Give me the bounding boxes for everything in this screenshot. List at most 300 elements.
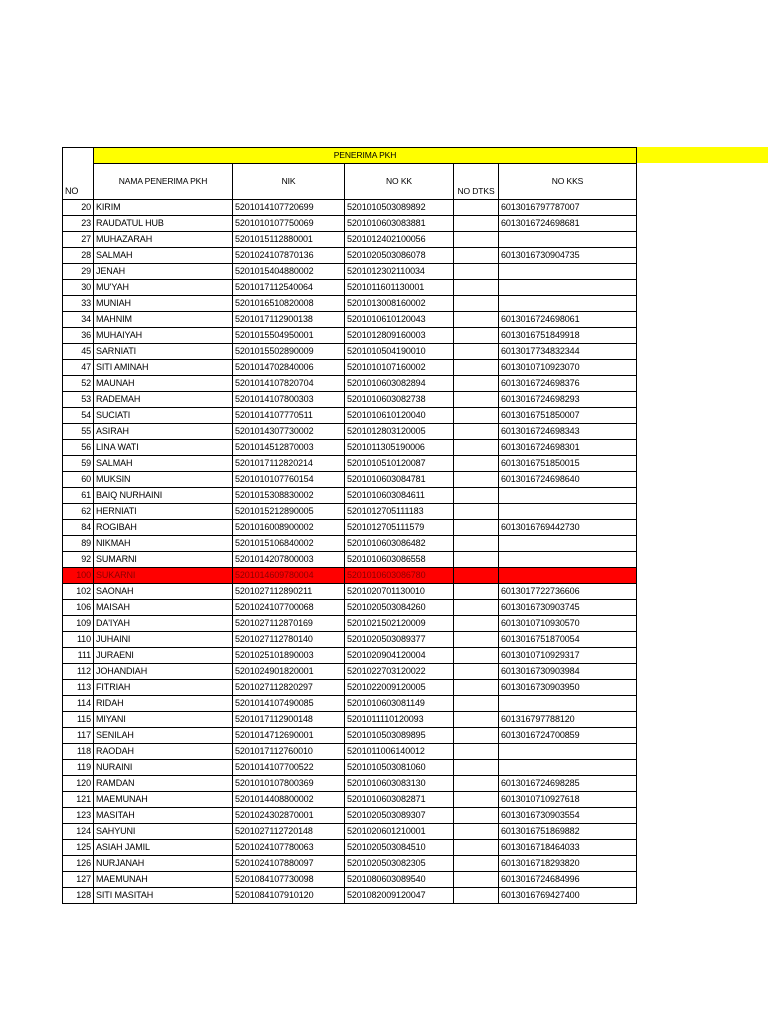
- cell-kk[interactable]: 5201020503084260: [345, 600, 454, 616]
- cell-kk[interactable]: 5201010503089892: [345, 200, 454, 216]
- table-row: [63, 584, 637, 600]
- cell-nik[interactable]: 5201014207800003: [233, 552, 345, 568]
- cell-nama[interactable]: RIDAH: [94, 696, 233, 712]
- cell-no[interactable]: 20: [63, 200, 94, 216]
- cell-no[interactable]: 128: [63, 888, 94, 904]
- cell-nama[interactable]: SARNIATI: [94, 344, 233, 360]
- cell-nik[interactable]: 5201024107880097: [233, 856, 345, 872]
- cell-dtks[interactable]: [454, 248, 499, 264]
- cell-kk[interactable]: 5201010603086558: [345, 552, 454, 568]
- cell-kk[interactable]: 5201010603082738: [345, 392, 454, 408]
- cell-dtks[interactable]: [454, 504, 499, 520]
- cell-nama[interactable]: MAUNAH: [94, 376, 233, 392]
- cell-nama[interactable]: RAODAH: [94, 744, 233, 760]
- cell-kk[interactable]: 5201011006140012: [345, 744, 454, 760]
- cell-kk[interactable]: 5201012402100056: [345, 232, 454, 248]
- cell-nik[interactable]: 5201027112720148: [233, 824, 345, 840]
- cell-dtks[interactable]: [454, 760, 499, 776]
- cell-kk[interactable]: 5201020503082305: [345, 856, 454, 872]
- cell-kks[interactable]: 6013010710923070: [499, 360, 637, 376]
- cell-nama[interactable]: JENAH: [94, 264, 233, 280]
- cell-kks[interactable]: [499, 760, 637, 776]
- cell-nik[interactable]: 5201014609780004: [233, 568, 345, 584]
- cell-no[interactable]: 47: [63, 360, 94, 376]
- cell-nama[interactable]: MU'YAH: [94, 280, 233, 296]
- cell-nama[interactable]: ASIAH JAMIL: [94, 840, 233, 856]
- cell-dtks[interactable]: [454, 792, 499, 808]
- cell-nik[interactable]: 5201017112900148: [233, 712, 345, 728]
- cell-kks[interactable]: 6013016724698285: [499, 776, 637, 792]
- cell-nik[interactable]: 5201015308830002: [233, 488, 345, 504]
- cell-kks[interactable]: 6013016751869882: [499, 824, 637, 840]
- cell-nik[interactable]: 5201015502890009: [233, 344, 345, 360]
- cell-no[interactable]: 27: [63, 232, 94, 248]
- col-header-kk[interactable]: NO KK: [345, 164, 454, 200]
- cell-nama[interactable]: ASIRAH: [94, 424, 233, 440]
- cell-kks[interactable]: 6013016730903745: [499, 600, 637, 616]
- cell-no[interactable]: 30: [63, 280, 94, 296]
- cell-dtks[interactable]: [454, 392, 499, 408]
- cell-no[interactable]: 56: [63, 440, 94, 456]
- cell-no[interactable]: 52: [63, 376, 94, 392]
- cell-dtks[interactable]: [454, 536, 499, 552]
- cell-dtks[interactable]: [454, 408, 499, 424]
- table-row: [63, 376, 637, 392]
- cell-nama[interactable]: NURAINI: [94, 760, 233, 776]
- cell-kks[interactable]: 6013016730903984: [499, 664, 637, 680]
- cell-nik[interactable]: 5201027112820297: [233, 680, 345, 696]
- cell-no[interactable]: 33: [63, 296, 94, 312]
- cell-nik[interactable]: 5201027112870169: [233, 616, 345, 632]
- cell-dtks[interactable]: [454, 344, 499, 360]
- cell-nama[interactable]: SUMARNI: [94, 552, 233, 568]
- cell-kk[interactable]: 5201010503081060: [345, 760, 454, 776]
- cell-kks[interactable]: 6013016730904735: [499, 248, 637, 264]
- table-row: [63, 520, 637, 536]
- col-header-dtks[interactable]: NO DTKS: [454, 164, 499, 200]
- cell-dtks[interactable]: [454, 856, 499, 872]
- cell-kks[interactable]: 6013016724698293: [499, 392, 637, 408]
- cell-nik[interactable]: 5201014107820704: [233, 376, 345, 392]
- cell-kk[interactable]: 5201010504190010: [345, 344, 454, 360]
- cell-kk[interactable]: 5201011110120093: [345, 712, 454, 728]
- cell-no[interactable]: 127: [63, 872, 94, 888]
- table-row: [63, 552, 637, 568]
- cell-nama[interactable]: ROGIBAH: [94, 520, 233, 536]
- cell-dtks[interactable]: [454, 584, 499, 600]
- cell-kk[interactable]: 5201011305190006: [345, 440, 454, 456]
- cell-kk[interactable]: 5201010603086482: [345, 536, 454, 552]
- cell-kk[interactable]: 5201010610120043: [345, 312, 454, 328]
- cell-kks[interactable]: [499, 696, 637, 712]
- cell-no[interactable]: 59: [63, 456, 94, 472]
- cell-nik[interactable]: 5201015106840002: [233, 536, 345, 552]
- cell-nama[interactable]: MAISAH: [94, 600, 233, 616]
- table-row: [63, 264, 637, 280]
- cell-no[interactable]: 54: [63, 408, 94, 424]
- cell-no[interactable]: 92: [63, 552, 94, 568]
- cell-kk[interactable]: 5201010603086780: [345, 568, 454, 584]
- cell-nama[interactable]: RAMDAN: [94, 776, 233, 792]
- cell-dtks[interactable]: [454, 616, 499, 632]
- cell-dtks[interactable]: [454, 552, 499, 568]
- cell-kk[interactable]: 5201020503084510: [345, 840, 454, 856]
- cell-no[interactable]: 117: [63, 728, 94, 744]
- cell-kks[interactable]: 6013016724700859: [499, 728, 637, 744]
- cell-nama[interactable]: SENILAH: [94, 728, 233, 744]
- cell-dtks[interactable]: [454, 472, 499, 488]
- cell-nik[interactable]: 5201016008900002: [233, 520, 345, 536]
- cell-no[interactable]: 102: [63, 584, 94, 600]
- cell-kks[interactable]: 6013016730903950: [499, 680, 637, 696]
- cell-nik[interactable]: 5201015212890005: [233, 504, 345, 520]
- cell-kk[interactable]: 5201010603081149: [345, 696, 454, 712]
- cell-nama[interactable]: JUHAINI: [94, 632, 233, 648]
- cell-kks[interactable]: [499, 552, 637, 568]
- cell-dtks[interactable]: [454, 488, 499, 504]
- cell-dtks[interactable]: [454, 600, 499, 616]
- cell-nik[interactable]: 5201014712690001: [233, 728, 345, 744]
- cell-dtks[interactable]: [454, 632, 499, 648]
- cell-kk[interactable]: 5201010603084781: [345, 472, 454, 488]
- cell-kk[interactable]: 5201012809160003: [345, 328, 454, 344]
- cell-nama[interactable]: MASITAH: [94, 808, 233, 824]
- cell-no[interactable]: 126: [63, 856, 94, 872]
- cell-dtks[interactable]: [454, 680, 499, 696]
- cell-kks[interactable]: [499, 568, 637, 584]
- cell-nama[interactable]: RAUDATUL HUB: [94, 216, 233, 232]
- cell-nik[interactable]: 5201015112880001: [233, 232, 345, 248]
- header-highlight-band: [636, 147, 768, 163]
- table-body: [63, 200, 637, 904]
- table-row: [63, 472, 637, 488]
- cell-dtks[interactable]: [454, 264, 499, 280]
- cell-kk[interactable]: 5201082009120047: [345, 888, 454, 904]
- cell-no[interactable]: 89: [63, 536, 94, 552]
- cell-kk[interactable]: 5201011601130001: [345, 280, 454, 296]
- cell-kks[interactable]: 6013016751850007: [499, 408, 637, 424]
- cell-dtks[interactable]: [454, 200, 499, 216]
- cell-dtks[interactable]: [454, 376, 499, 392]
- cell-nik[interactable]: 5201025101890003: [233, 648, 345, 664]
- cell-kk[interactable]: 5201010603082871: [345, 792, 454, 808]
- cell-no[interactable]: 118: [63, 744, 94, 760]
- cell-nama[interactable]: MAEMUNAH: [94, 792, 233, 808]
- cell-dtks[interactable]: [454, 728, 499, 744]
- cell-kks[interactable]: 6013010710930570: [499, 616, 637, 632]
- cell-dtks[interactable]: [454, 776, 499, 792]
- cell-no[interactable]: 84: [63, 520, 94, 536]
- cell-nama[interactable]: SALMAH: [94, 248, 233, 264]
- cell-no[interactable]: 60: [63, 472, 94, 488]
- cell-kks[interactable]: 6013016724698301: [499, 440, 637, 456]
- cell-no[interactable]: 125: [63, 840, 94, 856]
- table-row: [63, 728, 637, 744]
- table-row: [63, 440, 637, 456]
- cell-nik[interactable]: 5201015404880002: [233, 264, 345, 280]
- cell-nik[interactable]: 5201014107700522: [233, 760, 345, 776]
- cell-no[interactable]: 124: [63, 824, 94, 840]
- cell-nama[interactable]: SALMAH: [94, 456, 233, 472]
- cell-nik[interactable]: 5201010107760154: [233, 472, 345, 488]
- cell-no[interactable]: 61: [63, 488, 94, 504]
- cell-kk[interactable]: 5201022009120005: [345, 680, 454, 696]
- cell-kks[interactable]: [499, 536, 637, 552]
- cell-no[interactable]: 115: [63, 712, 94, 728]
- table-row: [63, 488, 637, 504]
- col-header-nama[interactable]: NAMA PENERIMA PKH: [94, 164, 233, 200]
- cell-kk[interactable]: 5201010510120087: [345, 456, 454, 472]
- cell-nik[interactable]: 5201027112890211: [233, 584, 345, 600]
- cell-kk[interactable]: 5201020503089307: [345, 808, 454, 824]
- cell-kk[interactable]: 5201080603089540: [345, 872, 454, 888]
- cell-dtks[interactable]: [454, 808, 499, 824]
- cell-dtks[interactable]: [454, 456, 499, 472]
- cell-kks[interactable]: 6013016797787007: [499, 200, 637, 216]
- cell-nama[interactable]: MIYANI: [94, 712, 233, 728]
- cell-nik[interactable]: 5201017112760010: [233, 744, 345, 760]
- cell-dtks[interactable]: [454, 824, 499, 840]
- cell-no[interactable]: 34: [63, 312, 94, 328]
- cell-nama[interactable]: KIRIM: [94, 200, 233, 216]
- cell-kk[interactable]: 5201013008160002: [345, 296, 454, 312]
- cell-nama[interactable]: HERNIATI: [94, 504, 233, 520]
- cell-nik[interactable]: 5201084107910120: [233, 888, 345, 904]
- cell-kks[interactable]: 6013016718293820: [499, 856, 637, 872]
- cell-nama[interactable]: JURAENI: [94, 648, 233, 664]
- cell-nama[interactable]: MUHAIYAH: [94, 328, 233, 344]
- cell-kks[interactable]: 6013016724698640: [499, 472, 637, 488]
- cell-dtks[interactable]: [454, 648, 499, 664]
- cell-kks[interactable]: 6013016730903554: [499, 808, 637, 824]
- cell-dtks[interactable]: [454, 840, 499, 856]
- cell-nik[interactable]: 5201024107700068: [233, 600, 345, 616]
- cell-nik[interactable]: 5201015504950001: [233, 328, 345, 344]
- cell-no[interactable]: 119: [63, 760, 94, 776]
- cell-dtks[interactable]: [454, 296, 499, 312]
- cell-no[interactable]: 121: [63, 792, 94, 808]
- cell-kk[interactable]: 5201012705111183: [345, 504, 454, 520]
- cell-nama[interactable]: BAIQ NURHAINI: [94, 488, 233, 504]
- table-row: [63, 840, 637, 856]
- cell-nama[interactable]: RADEMAH: [94, 392, 233, 408]
- cell-kks[interactable]: 6013010710927618: [499, 792, 637, 808]
- group-header-row: [63, 148, 637, 164]
- cell-nik[interactable]: 5201017112820214: [233, 456, 345, 472]
- cell-kks[interactable]: [499, 264, 637, 280]
- cell-kk[interactable]: 5201010603083881: [345, 216, 454, 232]
- cell-no[interactable]: 123: [63, 808, 94, 824]
- table-row: [63, 408, 637, 424]
- cell-nama[interactable]: FITRIAH: [94, 680, 233, 696]
- cell-no[interactable]: 113: [63, 680, 94, 696]
- table-row: [63, 280, 637, 296]
- cell-kk[interactable]: 5201012302110034: [345, 264, 454, 280]
- table-row: [63, 776, 637, 792]
- cell-nik[interactable]: 5201014107490085: [233, 696, 345, 712]
- cell-nama[interactable]: MUKSIN: [94, 472, 233, 488]
- cell-nama[interactable]: MUNIAH: [94, 296, 233, 312]
- cell-no[interactable]: 53: [63, 392, 94, 408]
- cell-nama[interactable]: SUCIATI: [94, 408, 233, 424]
- cell-dtks[interactable]: [454, 664, 499, 680]
- cell-kk[interactable]: 5201022703120022: [345, 664, 454, 680]
- table-row: [63, 248, 637, 264]
- cell-kk[interactable]: 5201020601210001: [345, 824, 454, 840]
- cell-kk[interactable]: 5201010603083130: [345, 776, 454, 792]
- table-row: [63, 792, 637, 808]
- cell-nama[interactable]: MAEMUNAH: [94, 872, 233, 888]
- column-header-row: [63, 164, 637, 200]
- cell-dtks[interactable]: [454, 232, 499, 248]
- table-row: [63, 392, 637, 408]
- cell-dtks[interactable]: [454, 280, 499, 296]
- cell-dtks[interactable]: [454, 744, 499, 760]
- cell-nik[interactable]: 5201024107870136: [233, 248, 345, 264]
- cell-nik[interactable]: 5201014107720699: [233, 200, 345, 216]
- cell-kks[interactable]: 6013016724698343: [499, 424, 637, 440]
- cell-kks[interactable]: 6013016724698376: [499, 376, 637, 392]
- cell-nik[interactable]: 5201010107750069: [233, 216, 345, 232]
- cell-nama[interactable]: SAONAH: [94, 584, 233, 600]
- table-row: [63, 568, 637, 584]
- cell-nama[interactable]: NIKMAH: [94, 536, 233, 552]
- cell-kk[interactable]: 5201010610120040: [345, 408, 454, 424]
- cell-kk[interactable]: 5201010503089895: [345, 728, 454, 744]
- cell-kks[interactable]: 6013016769427400: [499, 888, 637, 904]
- cell-nik[interactable]: 5201014107800303: [233, 392, 345, 408]
- cell-no[interactable]: 23: [63, 216, 94, 232]
- col-header-no[interactable]: NO: [63, 148, 94, 200]
- cell-kks[interactable]: 6013017722736606: [499, 584, 637, 600]
- table-row: [63, 232, 637, 248]
- cell-nik[interactable]: 5201084107730098: [233, 872, 345, 888]
- cell-kks[interactable]: 6013016751850015: [499, 456, 637, 472]
- cell-kks[interactable]: 6013016751870054: [499, 632, 637, 648]
- cell-nik[interactable]: 5201017112900138: [233, 312, 345, 328]
- cell-no[interactable]: 111: [63, 648, 94, 664]
- cell-kk[interactable]: 5201021502120009: [345, 616, 454, 632]
- cell-dtks[interactable]: [454, 328, 499, 344]
- cell-no[interactable]: 112: [63, 664, 94, 680]
- cell-nama[interactable]: SAHYUNI: [94, 824, 233, 840]
- col-header-nik[interactable]: NIK: [233, 164, 345, 200]
- cell-dtks[interactable]: [454, 872, 499, 888]
- table-row: [63, 456, 637, 472]
- cell-nik[interactable]: 5201024302870001: [233, 808, 345, 824]
- cell-nik[interactable]: 5201027112780140: [233, 632, 345, 648]
- cell-kk[interactable]: 5201010603082894: [345, 376, 454, 392]
- cell-dtks[interactable]: [454, 424, 499, 440]
- cell-nik[interactable]: 5201024901820001: [233, 664, 345, 680]
- cell-kks[interactable]: [499, 488, 637, 504]
- cell-kks[interactable]: 6013016718464033: [499, 840, 637, 856]
- cell-dtks[interactable]: [454, 888, 499, 904]
- cell-dtks[interactable]: [454, 568, 499, 584]
- cell-kk[interactable]: 5201020503089377: [345, 632, 454, 648]
- table-row: [63, 712, 637, 728]
- cell-nama[interactable]: MAHNIM: [94, 312, 233, 328]
- cell-kk[interactable]: 5201012803120005: [345, 424, 454, 440]
- cell-kk[interactable]: 5201012705111579: [345, 520, 454, 536]
- cell-kks[interactable]: 6013016724698681: [499, 216, 637, 232]
- cell-no[interactable]: 110: [63, 632, 94, 648]
- cell-dtks[interactable]: [454, 216, 499, 232]
- cell-kks[interactable]: 601316797788120: [499, 712, 637, 728]
- table-row: [63, 504, 637, 520]
- cell-no[interactable]: 55: [63, 424, 94, 440]
- cell-nik[interactable]: 5201014107770511: [233, 408, 345, 424]
- cell-kks[interactable]: 6013016751849918: [499, 328, 637, 344]
- col-header-kks[interactable]: NO KKS: [499, 164, 637, 200]
- cell-nik[interactable]: 5201024107780063: [233, 840, 345, 856]
- cell-kk[interactable]: 5201020503086078: [345, 248, 454, 264]
- cell-nama[interactable]: DA'IYAH: [94, 616, 233, 632]
- cell-no[interactable]: 120: [63, 776, 94, 792]
- cell-nik[interactable]: 5201014408800002: [233, 792, 345, 808]
- cell-kk[interactable]: 5201020904120004: [345, 648, 454, 664]
- cell-nik[interactable]: 5201014702840006: [233, 360, 345, 376]
- cell-no[interactable]: 62: [63, 504, 94, 520]
- cell-kks[interactable]: 6013016724684996: [499, 872, 637, 888]
- cell-dtks[interactable]: [454, 712, 499, 728]
- cell-nik[interactable]: 5201014307730002: [233, 424, 345, 440]
- cell-no[interactable]: 100: [63, 568, 94, 584]
- cell-nama[interactable]: SITI MASITAH: [94, 888, 233, 904]
- cell-no[interactable]: 29: [63, 264, 94, 280]
- cell-kks[interactable]: 6013016769442730: [499, 520, 637, 536]
- cell-nama[interactable]: NURJANAH: [94, 856, 233, 872]
- cell-kk[interactable]: 5201010603084611: [345, 488, 454, 504]
- cell-dtks[interactable]: [454, 696, 499, 712]
- cell-kks[interactable]: [499, 232, 637, 248]
- cell-no[interactable]: 114: [63, 696, 94, 712]
- cell-dtks[interactable]: [454, 440, 499, 456]
- cell-kks[interactable]: 6013017734832344: [499, 344, 637, 360]
- cell-dtks[interactable]: [454, 360, 499, 376]
- cell-nik[interactable]: 5201010107800369: [233, 776, 345, 792]
- cell-no[interactable]: 109: [63, 616, 94, 632]
- cell-dtks[interactable]: [454, 520, 499, 536]
- cell-nik[interactable]: 5201016510820008: [233, 296, 345, 312]
- cell-kks[interactable]: [499, 280, 637, 296]
- cell-nama[interactable]: MUHAZARAH: [94, 232, 233, 248]
- cell-kks[interactable]: 6013010710929317: [499, 648, 637, 664]
- table-row: [63, 424, 637, 440]
- cell-kks[interactable]: 6013016724698061: [499, 312, 637, 328]
- cell-no[interactable]: 106: [63, 600, 94, 616]
- cell-kks[interactable]: [499, 504, 637, 520]
- cell-no[interactable]: 36: [63, 328, 94, 344]
- cell-nik[interactable]: 5201017112540064: [233, 280, 345, 296]
- cell-dtks[interactable]: [454, 312, 499, 328]
- table-row: [63, 216, 637, 232]
- cell-nik[interactable]: 5201014512870003: [233, 440, 345, 456]
- cell-kks[interactable]: [499, 296, 637, 312]
- table-row: [63, 600, 637, 616]
- cell-kk[interactable]: 5201010107160002: [345, 360, 454, 376]
- group-header-penerima-pkh[interactable]: PENERIMA PKH: [94, 148, 637, 164]
- cell-nama[interactable]: JOHANDIAH: [94, 664, 233, 680]
- cell-no[interactable]: 28: [63, 248, 94, 264]
- cell-nama[interactable]: LINA WATI: [94, 440, 233, 456]
- table-row: [63, 296, 637, 312]
- cell-kks[interactable]: [499, 744, 637, 760]
- cell-no[interactable]: 45: [63, 344, 94, 360]
- cell-kk[interactable]: 5201020701130010: [345, 584, 454, 600]
- cell-nama[interactable]: SITI AMINAH: [94, 360, 233, 376]
- cell-nama[interactable]: SUKARNI: [94, 568, 233, 584]
